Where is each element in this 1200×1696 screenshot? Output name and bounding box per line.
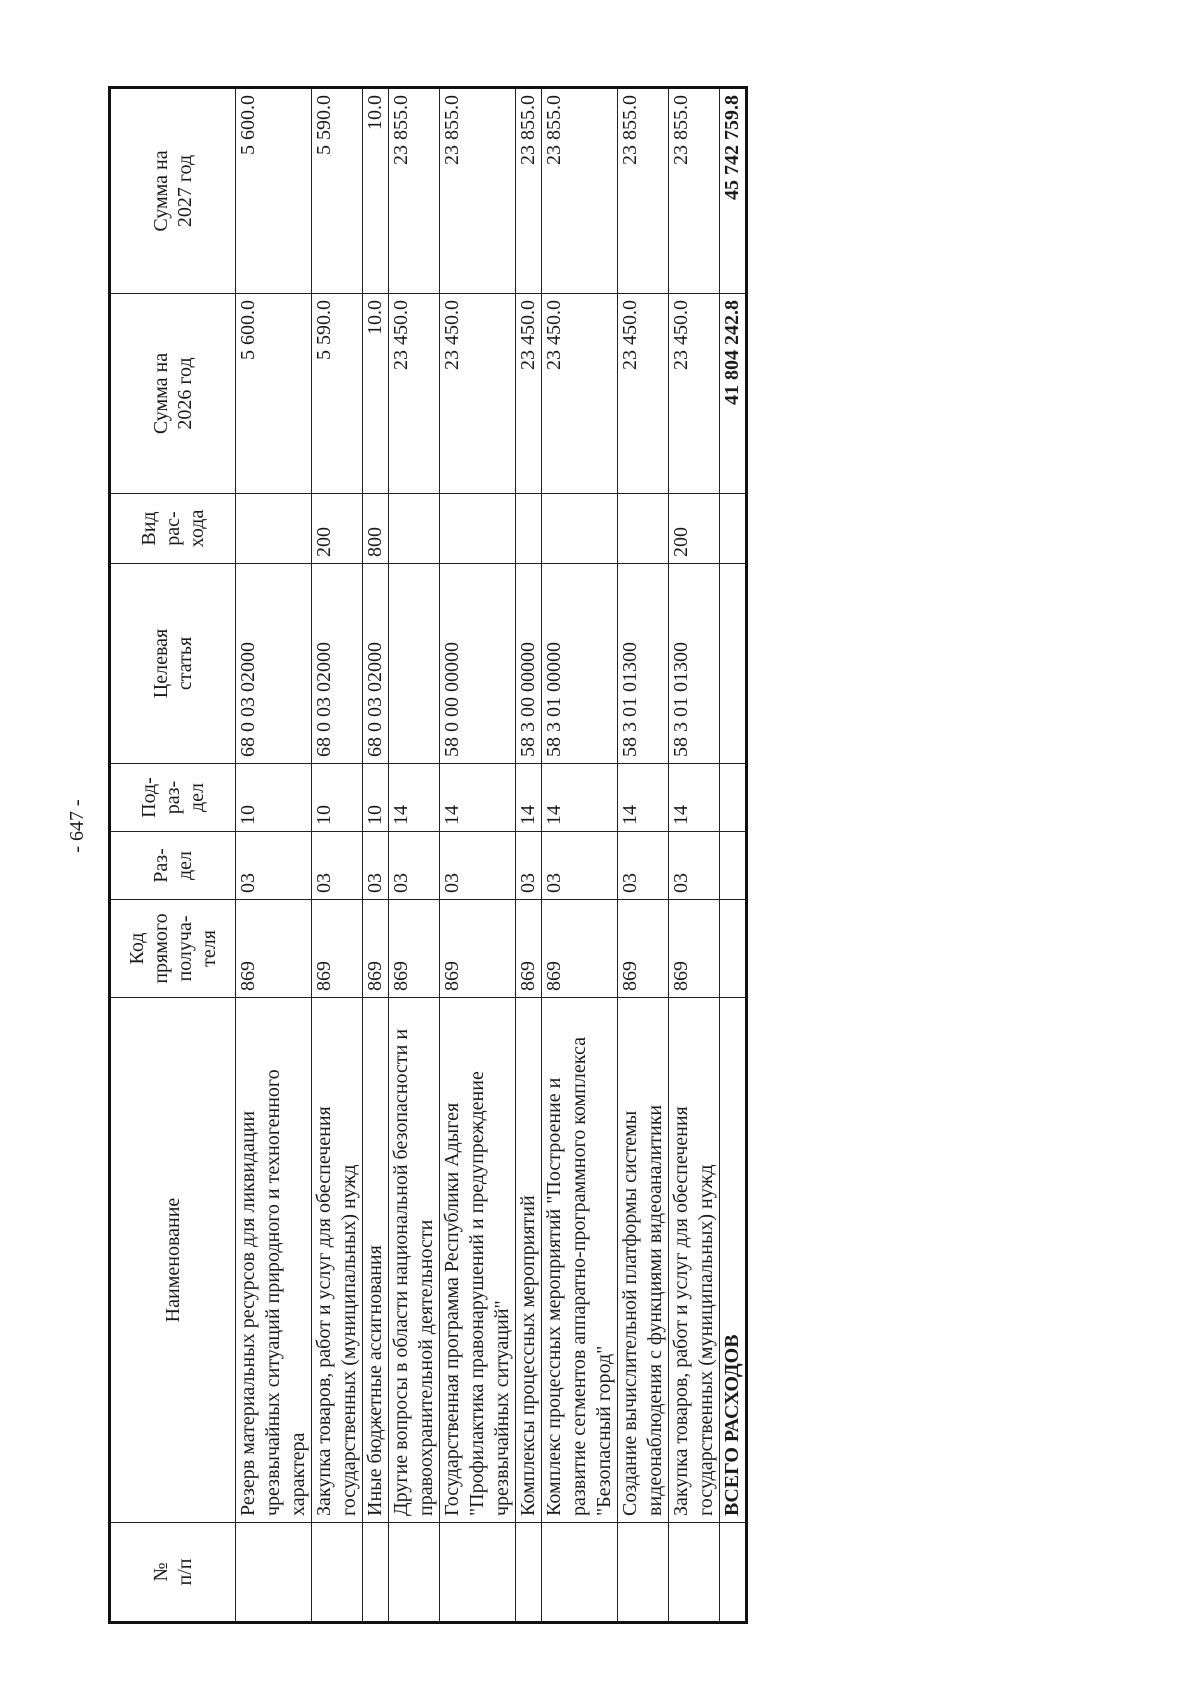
row-recipient-cell: 869 <box>312 900 363 998</box>
row-name-cell: Иные бюджетные ассигнования <box>363 998 389 1523</box>
row-name-cell: Закупка товаров, работ и услуг для обеспечения государственных (муниципальных) нужд <box>669 998 720 1523</box>
row-subsection-cell: 14 <box>516 764 542 832</box>
header-sum-2026 <box>110 294 236 494</box>
row-sum-2027-cell: 23 855.0 <box>542 88 618 294</box>
header-target-label: Целевая статья <box>150 628 196 699</box>
header-target <box>110 564 236 764</box>
row-recipient-cell: 869 <box>618 900 669 998</box>
row-sum-2026-cell: 23 450.0 <box>542 294 618 494</box>
row-sum-2027-cell: 23 855.0 <box>440 88 516 294</box>
row-num-cell <box>312 1523 363 1623</box>
row-expense-type-cell <box>516 494 542 564</box>
row-sum-2027-cell: 10.0 <box>363 88 389 294</box>
row-name-cell: Другие вопросы в области национальной безопасности и правоохранительной деятельности <box>389 998 440 1523</box>
header-num <box>110 1523 236 1623</box>
row-sum-2026-cell: 5 590.0 <box>312 294 363 494</box>
table-row <box>363 88 389 1623</box>
row-sum-2027-cell: 5 600.0 <box>236 88 312 294</box>
total-num-cell <box>720 1523 747 1623</box>
row-expense-type-cell: 200 <box>312 494 363 564</box>
table-row <box>312 88 363 1623</box>
row-expense-type-cell: 800 <box>363 494 389 564</box>
row-sum-2027-cell: 23 855.0 <box>516 88 542 294</box>
row-target-cell: 58 3 01 01300 <box>618 564 669 764</box>
total-sum-2027: 45 742 759.8 <box>720 88 747 294</box>
total-label: ВСЕГО РАСХОДОВ <box>720 998 747 1523</box>
row-target-cell: 58 3 01 01300 <box>669 564 720 764</box>
header-sum-2026-label: Сумма на 2026 год <box>150 352 196 435</box>
row-sum-2026-cell: 23 450.0 <box>516 294 542 494</box>
row-subsection-cell: 14 <box>542 764 618 832</box>
row-sum-2026-cell: 10.0 <box>363 294 389 494</box>
header-recipient <box>110 900 236 998</box>
row-section-cell: 03 <box>669 832 720 900</box>
row-num-cell <box>440 1523 516 1623</box>
page-number: - 647 - <box>66 799 88 853</box>
row-target-cell: 68 0 03 02000 <box>236 564 312 764</box>
row-target-cell: 68 0 03 02000 <box>312 564 363 764</box>
table-row <box>389 88 440 1623</box>
row-subsection-cell: 14 <box>618 764 669 832</box>
row-target-cell <box>389 564 440 764</box>
row-expense-type-cell <box>542 494 618 564</box>
row-subsection-cell: 14 <box>389 764 440 832</box>
row-name-cell: Комплексы процессных мероприятий <box>516 998 542 1523</box>
row-name-cell: Резерв материальных ресурсов для ликвидации чрезвычайных ситуаций природного и техногенного характера <box>236 998 312 1523</box>
row-subsection-cell: 10 <box>236 764 312 832</box>
header-sum-2027 <box>110 88 236 294</box>
row-section-cell: 03 <box>542 832 618 900</box>
row-num-cell <box>236 1523 312 1623</box>
row-subsection-cell: 10 <box>363 764 389 832</box>
header-num-label: № п/п <box>150 1558 196 1586</box>
row-recipient-cell: 869 <box>669 900 720 998</box>
total-row <box>720 88 747 1623</box>
row-section-cell: 03 <box>312 832 363 900</box>
row-section-cell: 03 <box>516 832 542 900</box>
row-expense-type-cell <box>440 494 516 564</box>
row-sum-2027-cell: 23 855.0 <box>669 88 720 294</box>
row-recipient-cell: 869 <box>363 900 389 998</box>
row-sum-2027-cell: 5 590.0 <box>312 88 363 294</box>
row-name-cell: Государственная программа Республики Адыгея "Профилактика правонарушений и предупреждение чрезвычайных ситуаций" <box>440 998 516 1523</box>
row-sum-2027-cell: 23 855.0 <box>618 88 669 294</box>
total-empty-cell <box>720 564 747 764</box>
header-expense-type <box>110 494 236 564</box>
row-num-cell <box>363 1523 389 1623</box>
table-row <box>669 88 720 1623</box>
row-sum-2027-cell: 23 855.0 <box>389 88 440 294</box>
total-empty-cell <box>720 764 747 832</box>
total-empty-cell <box>720 832 747 900</box>
total-sum-2026: 41 804 242.8 <box>720 294 747 494</box>
header-sum-2027-label: Сумма на 2027 год <box>150 150 196 232</box>
row-section-cell: 03 <box>440 832 516 900</box>
row-section-cell: 03 <box>618 832 669 900</box>
row-recipient-cell: 869 <box>389 900 440 998</box>
row-expense-type-cell: 200 <box>669 494 720 564</box>
table-row <box>618 88 669 1623</box>
header-name-label: Наименование <box>162 1197 184 1323</box>
total-empty-cell <box>720 900 747 998</box>
row-sum-2026-cell: 23 450.0 <box>618 294 669 494</box>
row-name-cell: Создание вычислительной платформы системы видеонаблюдения с функциями видеоаналитики <box>618 998 669 1523</box>
header-subsection-label: Под- раз- дел <box>138 777 208 818</box>
row-num-cell <box>516 1523 542 1623</box>
row-subsection-cell: 10 <box>312 764 363 832</box>
row-num-cell <box>618 1523 669 1623</box>
row-sum-2026-cell: 23 450.0 <box>389 294 440 494</box>
header-section-label: Раз- дел <box>150 848 196 883</box>
row-recipient-cell: 869 <box>236 900 312 998</box>
row-sum-2026-cell: 23 450.0 <box>669 294 720 494</box>
row-section-cell: 03 <box>389 832 440 900</box>
row-name-cell: Закупка товаров, работ и услуг для обеспечения государственных (муниципальных) нужд <box>312 998 363 1523</box>
row-recipient-cell: 869 <box>516 900 542 998</box>
row-target-cell: 58 3 01 00000 <box>542 564 618 764</box>
row-target-cell: 68 0 03 02000 <box>363 564 389 764</box>
row-expense-type-cell <box>618 494 669 564</box>
row-section-cell: 03 <box>236 832 312 900</box>
table-row <box>236 88 312 1623</box>
row-section-cell: 03 <box>363 832 389 900</box>
table-row <box>542 88 618 1623</box>
header-recipient-label: Код прямого получа- теля <box>126 913 220 984</box>
row-num-cell <box>389 1523 440 1623</box>
row-target-cell: 58 0 00 00000 <box>440 564 516 764</box>
header-section <box>110 832 236 900</box>
header-row <box>110 88 236 1623</box>
total-empty-cell <box>720 494 747 564</box>
row-subsection-cell: 14 <box>669 764 720 832</box>
row-num-cell <box>669 1523 720 1623</box>
row-recipient-cell: 869 <box>542 900 618 998</box>
row-name-cell: Комплекс процессных мероприятий "Построение и развитие сегментов аппаратно-программного комплекса "Безопасный город" <box>542 998 618 1523</box>
budget-table <box>108 86 748 1624</box>
table-row <box>440 88 516 1623</box>
row-expense-type-cell <box>236 494 312 564</box>
row-sum-2026-cell: 23 450.0 <box>440 294 516 494</box>
header-name <box>110 998 236 1523</box>
row-target-cell: 58 3 00 00000 <box>516 564 542 764</box>
row-recipient-cell: 869 <box>440 900 516 998</box>
row-num-cell <box>542 1523 618 1623</box>
header-subsection <box>110 764 236 832</box>
row-sum-2026-cell: 5 600.0 <box>236 294 312 494</box>
header-expense-type-label: Вид рас- хода <box>138 509 208 548</box>
row-subsection-cell: 14 <box>440 764 516 832</box>
table-row <box>516 88 542 1623</box>
row-expense-type-cell <box>389 494 440 564</box>
